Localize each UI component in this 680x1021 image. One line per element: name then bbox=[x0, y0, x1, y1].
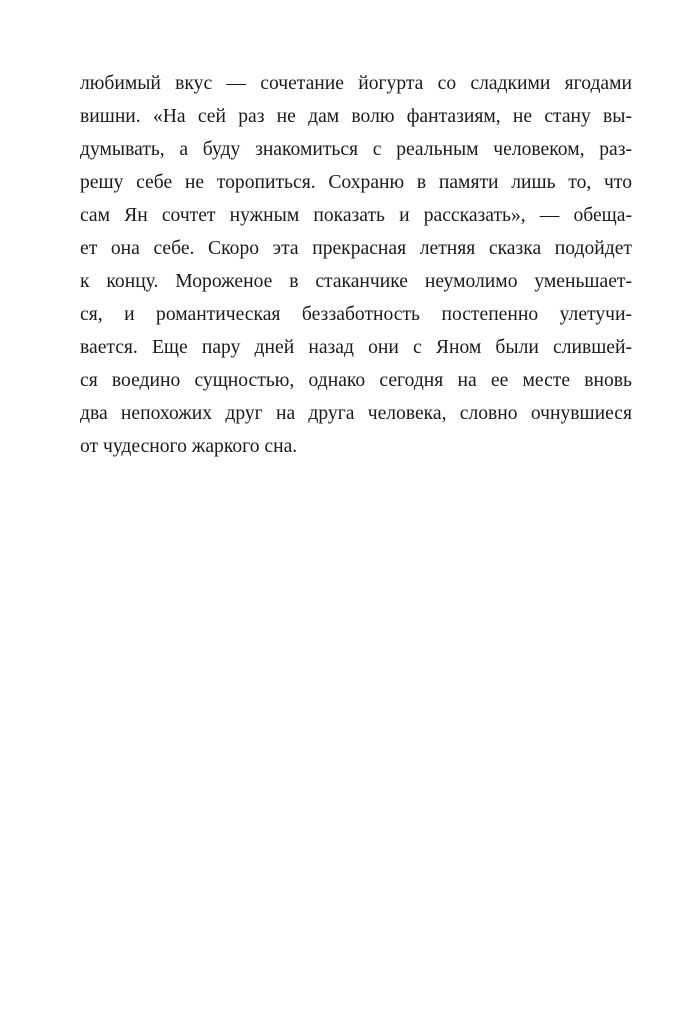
text-line: сам Ян сочтет нужным показать и рассказать», — обеща- bbox=[80, 205, 632, 226]
text-line: вишни. «На сей раз не дам волю фантазиям, не стану вы- bbox=[80, 106, 632, 127]
body-paragraph bbox=[80, 67, 632, 463]
text-line: ся воедино сущностью, однако сегодня на ее месте вновь bbox=[80, 370, 632, 391]
text-line: ся, и романтическая беззаботность постепенно улетучи- bbox=[80, 304, 632, 325]
text-line: любимый вкус — сочетание йогурта со сладкими ягодами bbox=[80, 73, 632, 94]
text-line: ет она себе. Скоро эта прекрасная летняя сказка подойдет bbox=[80, 238, 632, 259]
text-line: к концу. Мороженое в стаканчике неумолимо уменьшает- bbox=[80, 271, 632, 292]
text-line: решу себе не торопиться. Сохраню в памяти лишь то, что bbox=[80, 172, 632, 193]
text-line: два непохожих друг на друга человека, словно очнувшиеся bbox=[80, 403, 632, 424]
text-line: вается. Еще пару дней назад они с Яном были слившей- bbox=[80, 337, 632, 358]
text-line-last: от чудесного жаркого сна. bbox=[80, 436, 298, 457]
text-line: думывать, а буду знакомиться с реальным человеком, раз- bbox=[80, 139, 632, 160]
